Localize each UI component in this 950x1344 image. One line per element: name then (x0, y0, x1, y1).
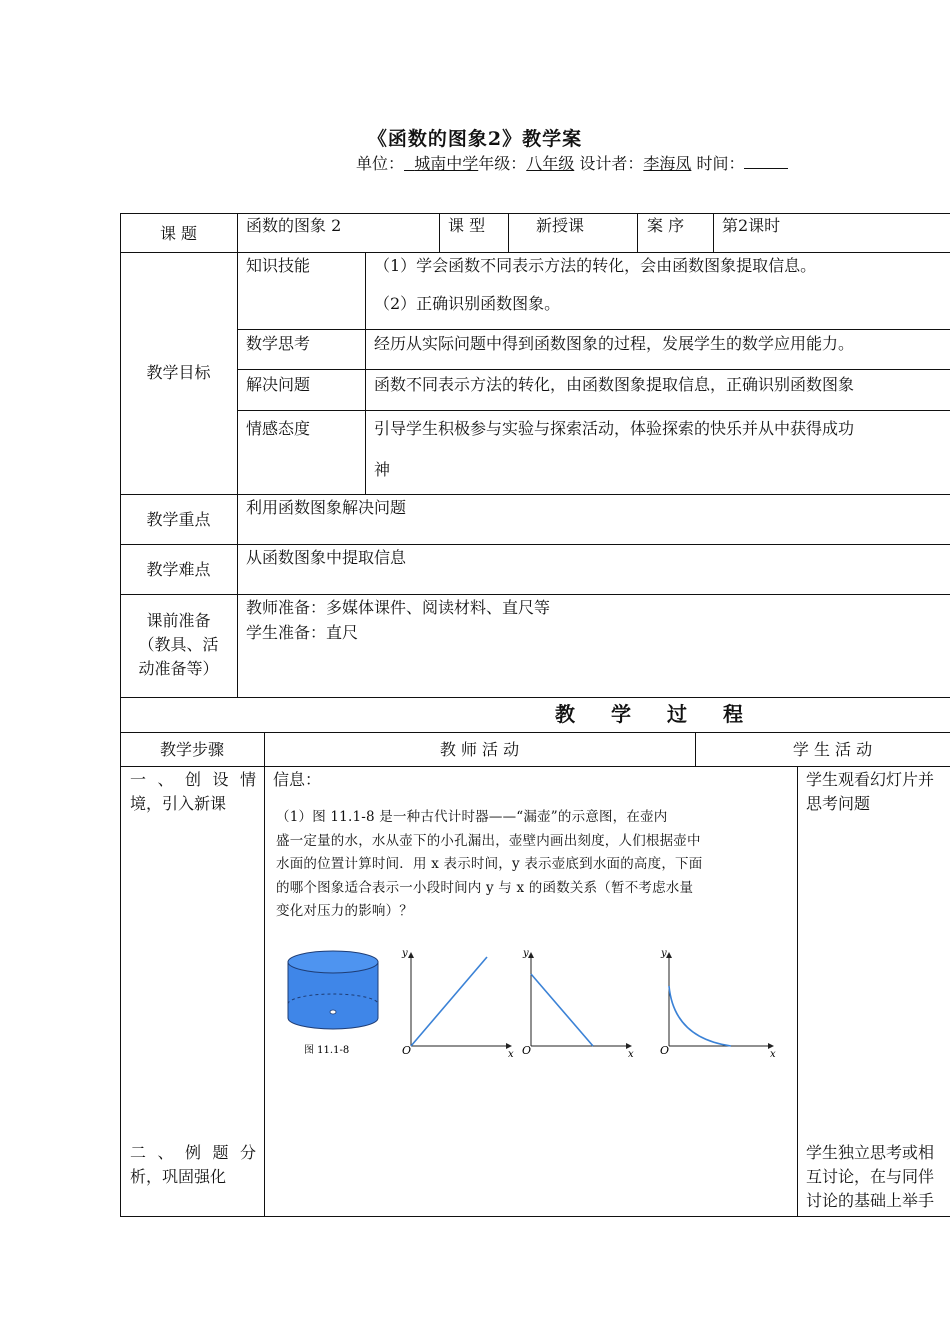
objective-name-problem: 解决问题 (246, 375, 311, 394)
step-1-student-activity: 学生观看幻灯片并 思考问题 (806, 770, 935, 813)
svg-text:y: y (402, 948, 408, 959)
order-label: 案 序 (647, 216, 685, 235)
svg-text:x: x (508, 1049, 514, 1060)
column-header-step: 教学步骤 (159, 740, 224, 759)
document-title: 《函数的图象2》教学案 (367, 128, 583, 150)
designer-label: 设计者： (579, 154, 644, 173)
topic-value: 函数的图象 2 (246, 216, 342, 235)
figure-caption: 图 11.1-8 (304, 1045, 350, 1056)
order-value: 第2课时 (722, 216, 781, 235)
unit-label: 单位： (356, 154, 405, 173)
designer-value: 李海凤 (643, 154, 692, 173)
water-clock-icon (288, 951, 378, 1029)
time-blank (744, 154, 788, 169)
objective-problem-text: 函数不同表示方法的转化，由函数图象提取信息，正确识别函数图象 (374, 375, 855, 394)
graph-increasing (401, 948, 514, 1060)
objective-name-thinking: 数学思考 (246, 334, 311, 353)
column-header-teacher: 教 师 活 动 (439, 740, 520, 759)
document-meta (356, 151, 788, 174)
grade-value: 八年级 (526, 154, 575, 173)
svg-text:y: y (661, 948, 667, 959)
unit-value: 城南中学 (414, 154, 479, 173)
type-value: 新授课 (536, 216, 585, 235)
objectives-label: 教学目标 (146, 363, 211, 382)
type-label: 课 型 (448, 216, 486, 235)
topic-label: 课 题 (159, 224, 198, 243)
key-point-value: 利用函数图象解决问题 (246, 498, 407, 517)
teacher-preparation: 教师准备：多媒体课件、阅读材料、直尺等 (246, 598, 551, 617)
step-2-student-activity: 学生独立思考或相 互讨论，在与同伴 讨论的基础上举手 (806, 1143, 935, 1210)
step-1-label: 一 、 创 设 情 境，引入新课 (130, 770, 256, 813)
objective-attitude-line-2: 神 (374, 460, 391, 479)
objective-knowledge-line-2: （2）正确识别函数图象。 (374, 294, 561, 313)
objective-thinking-text: 经历从实际问题中得到函数图象的过程，发展学生的数学应用能力。 (374, 334, 855, 353)
svg-text:O: O (402, 1044, 412, 1057)
graph-decreasing (522, 948, 634, 1060)
svg-text:y: y (523, 948, 529, 959)
textbook-figure (276, 806, 791, 1066)
figure-problem-text: （1）图 11.1-8 是一种古代计时器——“漏壶”的示意图，在壶内 盛一定量的水，水从壶下的小孔漏出，壶壁内画出刻度，人们根据壶中 水面的位置计算时间．用 x 表示时间，y 表示壶底到水面的高度，下面 的哪个图象适合表示一小段时间内 y 与 x 的函数关系（暂不考虑水量 变化对压力的影响）？ (276, 809, 703, 920)
objective-attitude-line-1: 引导学生积极参与实验与探索活动，体验探索的快乐并从中获得成功 (374, 419, 855, 438)
preparation-label: 课前准备 （教具、活 动准备等） (138, 611, 219, 678)
objective-name-attitude: 情感态度 (246, 419, 311, 438)
column-header-student: 学 生 活 动 (792, 740, 873, 759)
difficulty-label: 教学难点 (146, 560, 211, 579)
figure-graphics (276, 936, 791, 1076)
step-2-label: 二 、 例 题 分 析，巩固强化 (130, 1143, 256, 1186)
time-label: 时间： (696, 154, 745, 173)
process-title: 教学过程 (555, 702, 779, 726)
svg-text:x: x (628, 1049, 634, 1060)
graph-decay-curve (660, 948, 776, 1060)
svg-text:x: x (770, 1049, 776, 1060)
svg-text:O: O (522, 1044, 532, 1057)
svg-text:O: O (660, 1044, 670, 1057)
difficulty-value: 从函数图象中提取信息 (246, 548, 407, 567)
objective-name-knowledge: 知识技能 (246, 256, 311, 275)
key-point-label: 教学重点 (146, 510, 211, 529)
objective-knowledge-line-1: （1）学会函数不同表示方法的转化，会由函数图象提取信息。 (374, 256, 817, 275)
student-preparation: 学生准备：直尺 (246, 623, 359, 642)
grade-label: 年级： (478, 154, 527, 173)
step-1-teacher-activity: 信息： (273, 770, 322, 789)
